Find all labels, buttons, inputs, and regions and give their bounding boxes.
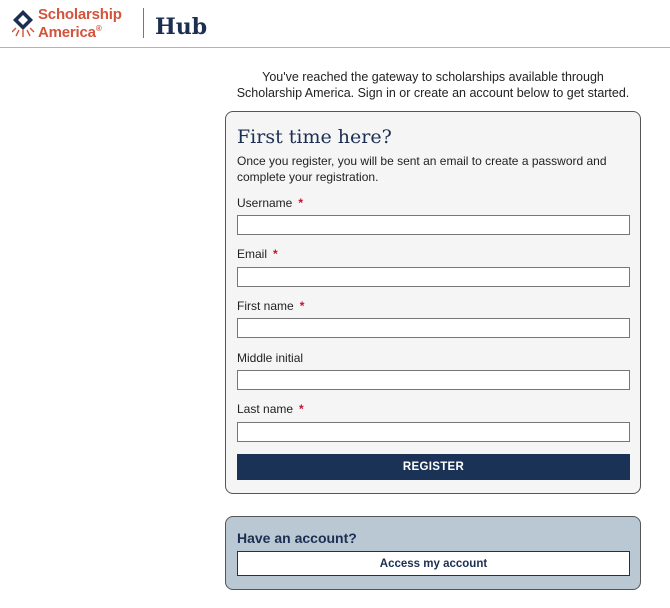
- brand-line-1: Scholarship: [38, 6, 122, 23]
- username-input[interactable]: [237, 215, 630, 235]
- product-name: Hub: [155, 14, 208, 40]
- account-title: Have an account?: [237, 530, 357, 546]
- intro-text: You've reached the gateway to scholarships available through Scholarship America. Sign in or create an account below to get started.: [236, 70, 630, 100]
- first-name-label: First name *: [237, 299, 305, 313]
- register-description: Once you register, you will be sent an email to create a password and complete your registration.: [237, 154, 607, 184]
- scholarship-america-logo[interactable]: [12, 7, 138, 41]
- last-name-label: Last name *: [237, 402, 304, 416]
- access-account-button[interactable]: Access my account: [237, 551, 630, 576]
- required-marker: *: [273, 247, 278, 261]
- brand-wordmark: [38, 8, 122, 40]
- username-label: Username *: [237, 196, 304, 210]
- brand-registered-mark: ®: [95, 24, 102, 33]
- register-button[interactable]: REGISTER: [237, 454, 630, 480]
- account-card: [225, 516, 641, 590]
- required-marker: *: [299, 402, 304, 416]
- brand-line-2: America: [38, 24, 96, 41]
- register-card: [225, 111, 641, 494]
- site-header: [0, 0, 670, 48]
- register-title: First time here?: [237, 126, 392, 148]
- first-name-input[interactable]: [237, 318, 630, 338]
- last-name-input[interactable]: [237, 422, 630, 442]
- required-marker: *: [298, 196, 304, 210]
- email-input[interactable]: [237, 267, 630, 287]
- diamond-logo-icon: [12, 9, 38, 39]
- logo-divider: [143, 8, 144, 38]
- required-marker: *: [299, 299, 305, 313]
- email-label: Email *: [237, 247, 278, 261]
- middle-initial-label: Middle initial: [237, 351, 304, 365]
- middle-initial-input[interactable]: [237, 370, 630, 390]
